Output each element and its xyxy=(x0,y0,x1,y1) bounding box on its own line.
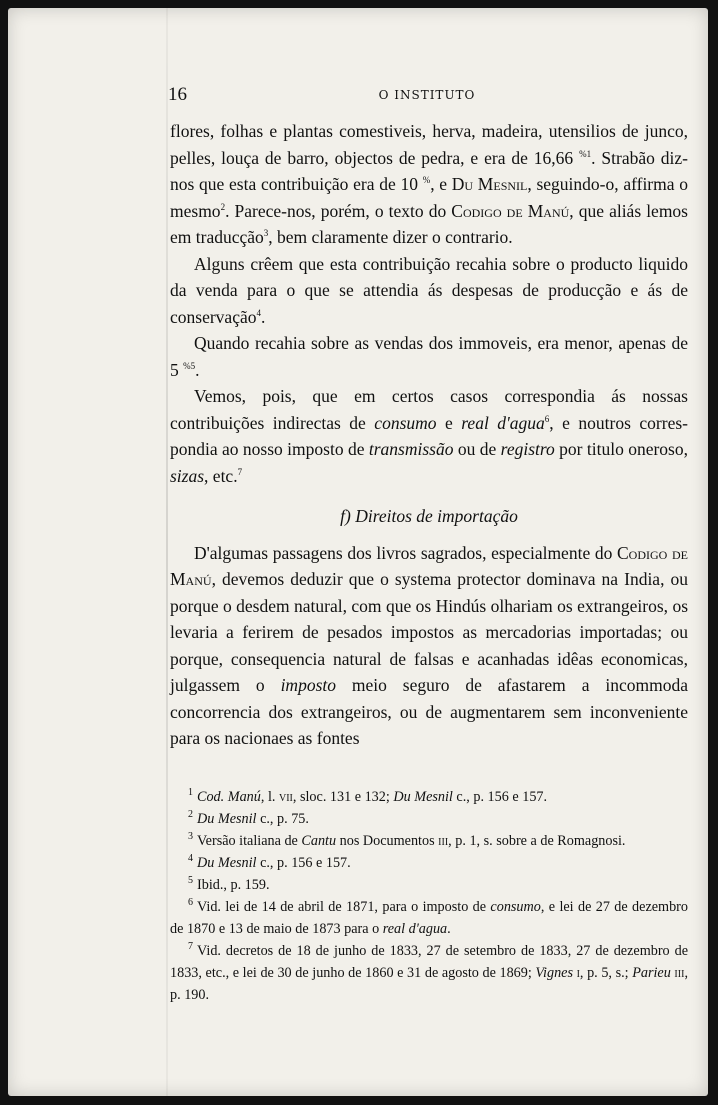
footnote-1 xyxy=(170,786,688,808)
page-number: 16 xyxy=(168,84,187,105)
footnote-ref-7: 7 xyxy=(237,466,243,477)
text-run: Vemos, pois, que em certos casos correspondia ás nossas contribuições indirectas de xyxy=(170,386,688,433)
text-run: nos Documentos xyxy=(336,833,439,849)
text-run: flores, folhas e plantas comestiveis, herva, madeira, utensilios de junco, pelles, louça de barro, objectos de pedra, e era de 16,66 xyxy=(170,121,688,168)
italic-term: Du Mesnil xyxy=(393,789,453,805)
percent-sign: % xyxy=(422,175,431,186)
text-run: , que aliás lemos em traducção xyxy=(170,200,688,247)
text-run: . xyxy=(195,359,200,380)
text-run: , e lei de 27 de dezembro de 1870 e 13 de maio de 1873 para o xyxy=(170,899,688,937)
text-run: Versão italiana de xyxy=(197,833,302,849)
roman-numeral: iii xyxy=(670,965,685,981)
italic-term: sizas xyxy=(170,465,205,486)
text-run: , bem claramente dizer o contrario. xyxy=(268,227,513,247)
footnote-mark: 2 xyxy=(188,809,193,821)
text-run: e xyxy=(436,412,462,433)
code-title: Codigo de Manú xyxy=(451,200,570,221)
author-name: Du Mesnil xyxy=(451,174,528,194)
text-run: meio seguro de afastarem a incommoda concorrencia dos extrangeiros, ou de augmentarem sem inconveniente para os nacionaes as fontes xyxy=(170,675,688,748)
text-run: , etc. xyxy=(204,465,238,486)
roman-numeral: i xyxy=(572,965,580,981)
footnote-ref-6: 6 xyxy=(544,413,550,424)
text-run: , p. 5, s.; xyxy=(579,965,633,981)
footnote-7 xyxy=(170,940,688,1006)
footnote-mark: 7 xyxy=(188,941,193,953)
text-run: . Strabão diz-nos que esta contribuição era de 10 xyxy=(170,147,688,194)
text-run: . Parece-nos, porém, o texto do xyxy=(225,200,452,221)
footnote-mark: 3 xyxy=(188,831,193,843)
percent-sign: % xyxy=(579,148,587,159)
italic-term: Cod. Manú xyxy=(197,789,261,805)
italic-term: real d'agua xyxy=(382,921,448,937)
paragraph-5 xyxy=(170,540,688,752)
italic-term: imposto xyxy=(280,675,336,695)
footnote-ref-1: 1 xyxy=(586,148,592,159)
footnote-2 xyxy=(170,808,688,830)
text-run: , p. 1, s. sobre a de Romagnosi. xyxy=(448,833,626,849)
footnote-mark: 6 xyxy=(188,897,193,909)
footnote-ref-2: 2 xyxy=(220,201,226,212)
italic-term: real d'agua xyxy=(461,412,545,433)
section-heading: f) Direitos de importação xyxy=(340,506,518,526)
italic-term: Parieu xyxy=(632,965,671,981)
text-run: , l. xyxy=(260,789,279,805)
italic-term: consumo xyxy=(490,899,541,915)
page-fold-shadow xyxy=(166,8,168,1096)
footnote-mark: 5 xyxy=(188,875,193,887)
text-run: , devemos deduzir que o systema protector dominava na India, ou porque o desdem natural, com que os Hindús olhariam os extrangeiros, os levaria a ferirem de pesados impostos as mercadorias importadas; ou porque, consequencia natural de falsas e acanhadas idêas economicas, julgassem o xyxy=(170,569,688,695)
text-run: D'algumas passagens dos livros sagrados, especialmente do xyxy=(194,542,617,563)
main-text xyxy=(170,118,688,752)
text-run: . xyxy=(260,306,266,327)
text-run: , seguindo-o, affirma o mesmo xyxy=(170,174,688,221)
italic-term: Du Mesnil xyxy=(197,855,257,871)
paragraph-2 xyxy=(170,251,688,331)
running-title: O INSTITUTO xyxy=(378,88,476,102)
text-run: Vid. lei de 14 de abril de 1871, para o imposto de xyxy=(197,899,491,915)
text-run: , e noutros correspondia ao nosso imposto de xyxy=(170,412,688,459)
roman-numeral: iii xyxy=(438,833,449,849)
italic-term: Vignes xyxy=(535,965,573,981)
text-run: ou de xyxy=(453,439,501,459)
text-run: Vid. decretos de 18 de junho de 1833, 27 de setembro de 1833, 27 de dezembro de 1833, etc., e lei de 30 de junho de 1860 e 31 de agosto de 1869; xyxy=(170,943,688,981)
text-run: , sloc. 131 e 132; xyxy=(292,789,394,805)
text-run: . xyxy=(447,921,451,937)
text-run: por titulo oneroso, xyxy=(554,439,688,459)
roman-numeral: vii xyxy=(278,789,293,805)
text-run: Quando recahia sobre as vendas dos immoveis, era menor, apenas de 5 xyxy=(170,333,688,380)
footnote-ref-5: 5 xyxy=(190,360,196,371)
paragraph-1 xyxy=(170,118,688,251)
text-run: c., p. 156 e 157. xyxy=(256,855,351,871)
footnote-mark: 1 xyxy=(188,787,193,799)
italic-term: consumo xyxy=(374,412,437,433)
footnote-4 xyxy=(170,852,688,874)
italic-term: Du Mesnil xyxy=(197,811,257,827)
footnote-6 xyxy=(170,896,688,940)
footnote-3 xyxy=(170,830,688,852)
text-run: , e xyxy=(430,174,452,194)
page-header xyxy=(168,84,686,108)
text-run: c., p. 75. xyxy=(256,811,309,827)
italic-term: registro xyxy=(500,439,555,459)
footnote-5 xyxy=(170,874,688,896)
italic-term: transmissão xyxy=(368,439,454,459)
text-run: Ibid., p. 159. xyxy=(197,877,270,893)
footnote-mark: 4 xyxy=(188,853,193,865)
code-title: Codigo de Manú xyxy=(170,542,688,589)
footnote-ref-4: 4 xyxy=(256,307,261,318)
book-page xyxy=(8,8,708,1096)
text-run: c., p. 156 e 157. xyxy=(452,789,548,805)
paragraph-4 xyxy=(170,383,688,489)
percent-sign: % xyxy=(183,360,191,371)
italic-term: Cantu xyxy=(301,833,337,849)
text-run: Alguns crêem que esta contribuição recahia sobre o producto liquido da venda para o que se attendia ás despesas de producção e ás de conservação xyxy=(170,253,688,327)
paragraph-3 xyxy=(170,330,688,383)
text-run: , p. 190. xyxy=(170,965,688,1003)
footnote-ref-3: 3 xyxy=(263,228,269,239)
footnotes xyxy=(170,786,688,1006)
